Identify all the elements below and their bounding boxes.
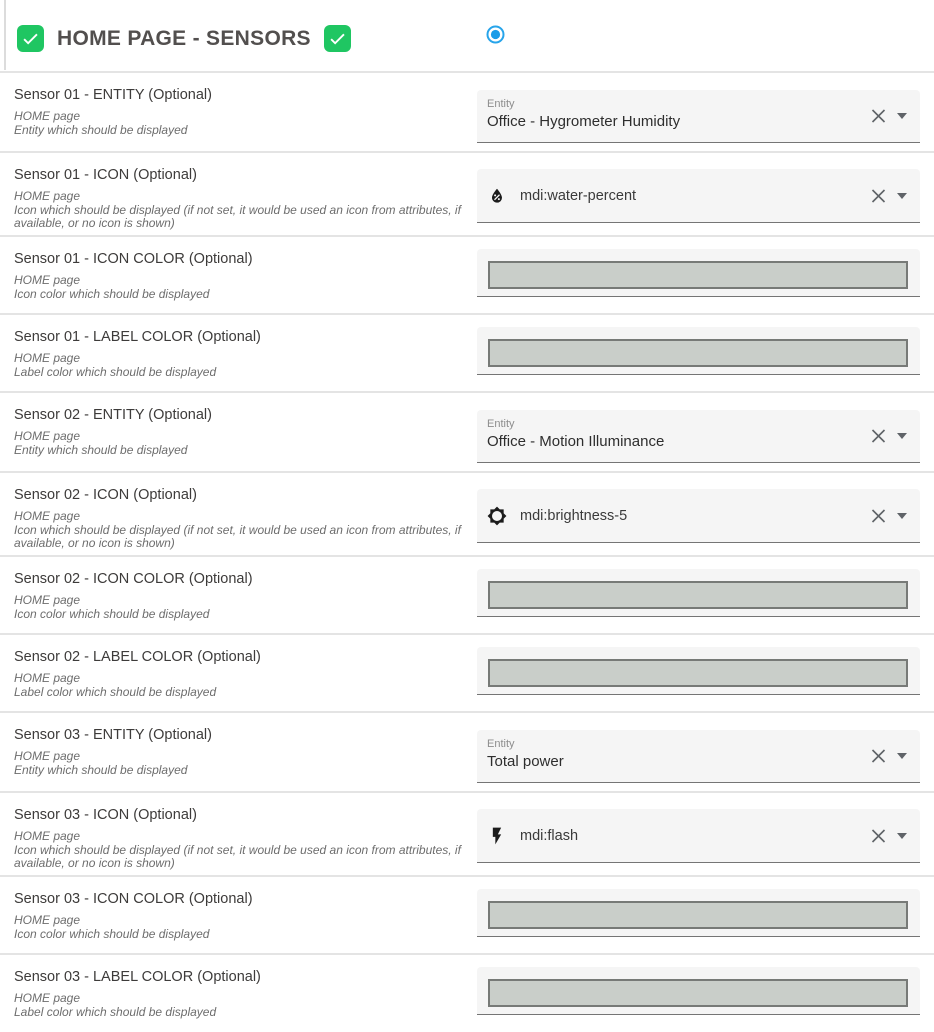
select-label: Entity — [487, 98, 515, 110]
field-row — [0, 313, 934, 391]
brightness-5-icon — [487, 506, 507, 526]
chevron-down-icon[interactable] — [897, 433, 907, 439]
field-row — [0, 555, 934, 633]
checkmark-icon — [328, 29, 347, 48]
field-row — [0, 791, 934, 875]
clear-icon[interactable] — [870, 827, 887, 844]
panel-edge-line — [4, 0, 6, 70]
clear-icon[interactable] — [870, 428, 887, 445]
field-title: Sensor 01 - ENTITY (Optional) — [14, 87, 212, 103]
field-subtitle: HOME page — [14, 189, 81, 203]
field-title: Sensor 01 - ICON COLOR (Optional) — [14, 251, 253, 267]
chevron-down-icon[interactable] — [897, 753, 907, 759]
field-subtitle: HOME page — [14, 749, 81, 763]
field-description: Label color which should be displayed — [14, 1004, 217, 1019]
field-title: Sensor 02 - ICON (Optional) — [14, 487, 197, 503]
flash-icon — [487, 826, 507, 846]
field-title: Sensor 03 - ICON COLOR (Optional) — [14, 891, 253, 907]
field-description: Entity which should be displayed — [14, 122, 188, 137]
water-percent-icon — [487, 186, 507, 206]
page-header — [0, 0, 934, 71]
chevron-down-icon[interactable] — [897, 833, 907, 839]
icon-select[interactable] — [477, 809, 920, 863]
select-value: Office - Hygrometer Humidity — [487, 113, 681, 130]
field-subtitle: HOME page — [14, 273, 81, 287]
icon-select[interactable] — [477, 489, 920, 543]
field-description: Label color which should be displayed — [14, 684, 217, 699]
color-field — [477, 889, 920, 937]
field-subtitle: HOME page — [14, 991, 81, 1005]
field-row — [0, 875, 934, 953]
field-subtitle: HOME page — [14, 351, 81, 365]
icon-color-input[interactable] — [488, 581, 908, 609]
field-description: Icon color which should be displayed — [14, 606, 210, 621]
entity-select[interactable] — [477, 90, 920, 143]
field-title: Sensor 02 - ENTITY (Optional) — [14, 407, 212, 423]
color-field — [477, 327, 920, 375]
icon-color-input[interactable] — [488, 901, 908, 929]
field-title: Sensor 01 - LABEL COLOR (Optional) — [14, 329, 261, 345]
entity-select[interactable] — [477, 730, 920, 783]
field-subtitle: HOME page — [14, 829, 81, 843]
chevron-down-icon[interactable] — [897, 513, 907, 519]
chevron-down-icon[interactable] — [897, 193, 907, 199]
field-subtitle: HOME page — [14, 593, 81, 607]
field-title: Sensor 03 - ENTITY (Optional) — [14, 727, 212, 743]
field-description: Icon color which should be displayed — [14, 926, 210, 941]
field-title: Sensor 01 - ICON (Optional) — [14, 167, 197, 183]
icon-color-input[interactable] — [488, 261, 908, 289]
field-row — [0, 71, 934, 151]
label-color-input[interactable] — [488, 659, 908, 687]
field-row — [0, 151, 934, 235]
clear-icon[interactable] — [870, 748, 887, 765]
chevron-down-icon[interactable] — [897, 113, 907, 119]
header-checkbox-right[interactable] — [324, 25, 351, 52]
field-description: Icon which should be displayed (if not set, it would be used an icon from attributes, if available, or no icon is shown) — [14, 202, 461, 230]
field-description: Entity which should be displayed — [14, 442, 188, 457]
field-description: Label color which should be displayed — [14, 364, 217, 379]
entity-select[interactable] — [477, 410, 920, 463]
field-title: Sensor 02 - ICON COLOR (Optional) — [14, 571, 253, 587]
icon-value: mdi:brightness-5 — [520, 507, 628, 524]
color-field — [477, 569, 920, 617]
icon-value: mdi:flash — [520, 827, 579, 844]
field-title: Sensor 03 - ICON (Optional) — [14, 807, 197, 823]
clear-icon[interactable] — [870, 507, 887, 524]
label-color-input[interactable] — [488, 339, 908, 367]
field-description: Icon which should be displayed (if not set, it would be used an icon from attributes, if available, or no icon is shown) — [14, 522, 461, 550]
label-color-input[interactable] — [488, 979, 908, 1007]
field-title: Sensor 02 - LABEL COLOR (Optional) — [14, 649, 261, 665]
field-description: Icon color which should be displayed — [14, 286, 210, 301]
field-subtitle: HOME page — [14, 109, 81, 123]
field-row — [0, 235, 934, 313]
select-value: Office - Motion Illuminance — [487, 433, 665, 450]
field-subtitle: HOME page — [14, 671, 81, 685]
select-label: Entity — [487, 418, 515, 430]
field-description: Icon which should be displayed (if not set, it would be used an icon from attributes, if available, or no icon is shown) — [14, 842, 461, 870]
page-title: HOME PAGE - SENSORS — [57, 26, 311, 50]
clear-icon[interactable] — [870, 108, 887, 125]
field-description: Entity which should be displayed — [14, 762, 188, 777]
field-title: Sensor 03 - LABEL COLOR (Optional) — [14, 969, 261, 985]
field-row — [0, 711, 934, 791]
clear-icon[interactable] — [870, 187, 887, 204]
field-row — [0, 471, 934, 555]
field-row — [0, 633, 934, 711]
color-field — [477, 967, 920, 1015]
select-value: Total power — [487, 753, 564, 770]
field-row — [0, 953, 934, 1031]
color-field — [477, 647, 920, 695]
field-subtitle: HOME page — [14, 509, 81, 523]
icon-select[interactable] — [477, 169, 920, 223]
checkmark-icon — [21, 29, 40, 48]
field-subtitle: HOME page — [14, 913, 81, 927]
field-row — [0, 391, 934, 471]
color-field — [477, 249, 920, 297]
field-subtitle: HOME page — [14, 429, 81, 443]
icon-value: mdi:water-percent — [520, 187, 637, 204]
radio-button-selected[interactable] — [486, 25, 505, 44]
select-label: Entity — [487, 738, 515, 750]
header-checkbox-left[interactable] — [17, 25, 44, 52]
